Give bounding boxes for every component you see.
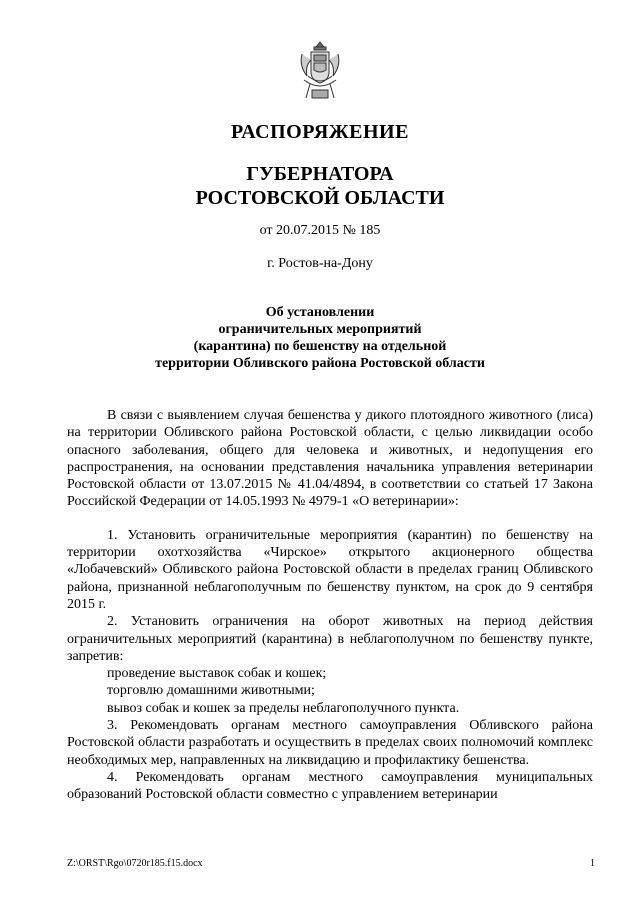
document-date-number: от 20.07.2015 № 185 [259, 223, 381, 238]
document-type: РАСПОРЯЖЕНИЕ [231, 121, 409, 143]
issuing-authority [0, 162, 640, 210]
item-2-sub-2: торговлю домашними животными; [107, 683, 315, 699]
item-1-paragraph: 1. Установить ограничительные мероприятия (карантин) по бешенству на территории охотхозяйства «Чирское» открытого акционерного общества «Лобачевский» Обливского района Ростовской области в пределах границ Обливского района, признанной неблагополучным по бешенству пунктом, на срок до 9 сентября 2015 г. [67, 527, 593, 612]
preamble-paragraph: В связи с выявлением случая бешенства у дикого плотоядного животного (лиса) на территории Обливского района Ростовской области, с целью ликвидации особо опасного заболевания, общего для человека и животных, и недопущения его распространения, на основании представления начальника управления ветеринарии Ростовской области от 13.07.2015 № 41.04/4894, в соответствии со статьей 17 Закона Российской Федерации от 14.05.1993 № 4979-1 «О ветеринарии»: [67, 408, 593, 510]
document-body [67, 407, 593, 804]
item-2-paragraph: 2. Установить ограничения на оборот животных на период действия ограничительных мероприятий (карантина) в неблагополучном по бешенству пункте, запретив: [67, 614, 593, 664]
item-2-sub-3: вывоз собак и кошек за пределы неблагополучного пункта. [107, 700, 460, 716]
document-city: г. Ростов-на-Дону [267, 256, 373, 271]
title-line-1: Об установлении [265, 305, 375, 320]
authority-line-2: РОСТОВСКОЙ ОБЛАСТИ [195, 187, 445, 209]
title-line-4: территории Обливского района Ростовской области [155, 356, 485, 371]
footer-page-number: 1 [590, 858, 595, 869]
document-title [0, 304, 640, 372]
title-line-2: ограничительных мероприятий [218, 322, 422, 337]
title-line-3: (карантина) по бешенству на отдельной [193, 339, 447, 354]
coat-of-arms-icon [298, 40, 342, 102]
item-4-paragraph: 4. Рекомендовать органам местного самоуправления муниципальных образований Ростовской области совместно с управлением ветеринарии [67, 769, 593, 803]
item-2-sub-1: проведение выставок собак и кошек; [107, 666, 327, 682]
item-3-paragraph: 3. Рекомендовать органам местного самоуправления Обливского района Ростовской области разработать и осуществить в пределах своих полномочий комплекс необходимых мер, направленных на ликвидацию и профилактику бешенства. [67, 718, 593, 768]
footer-file-path: Z:\ORST\Rgo\0720r185.f15.docx [67, 858, 203, 869]
authority-line-1: ГУБЕРНАТОРА [246, 163, 394, 185]
